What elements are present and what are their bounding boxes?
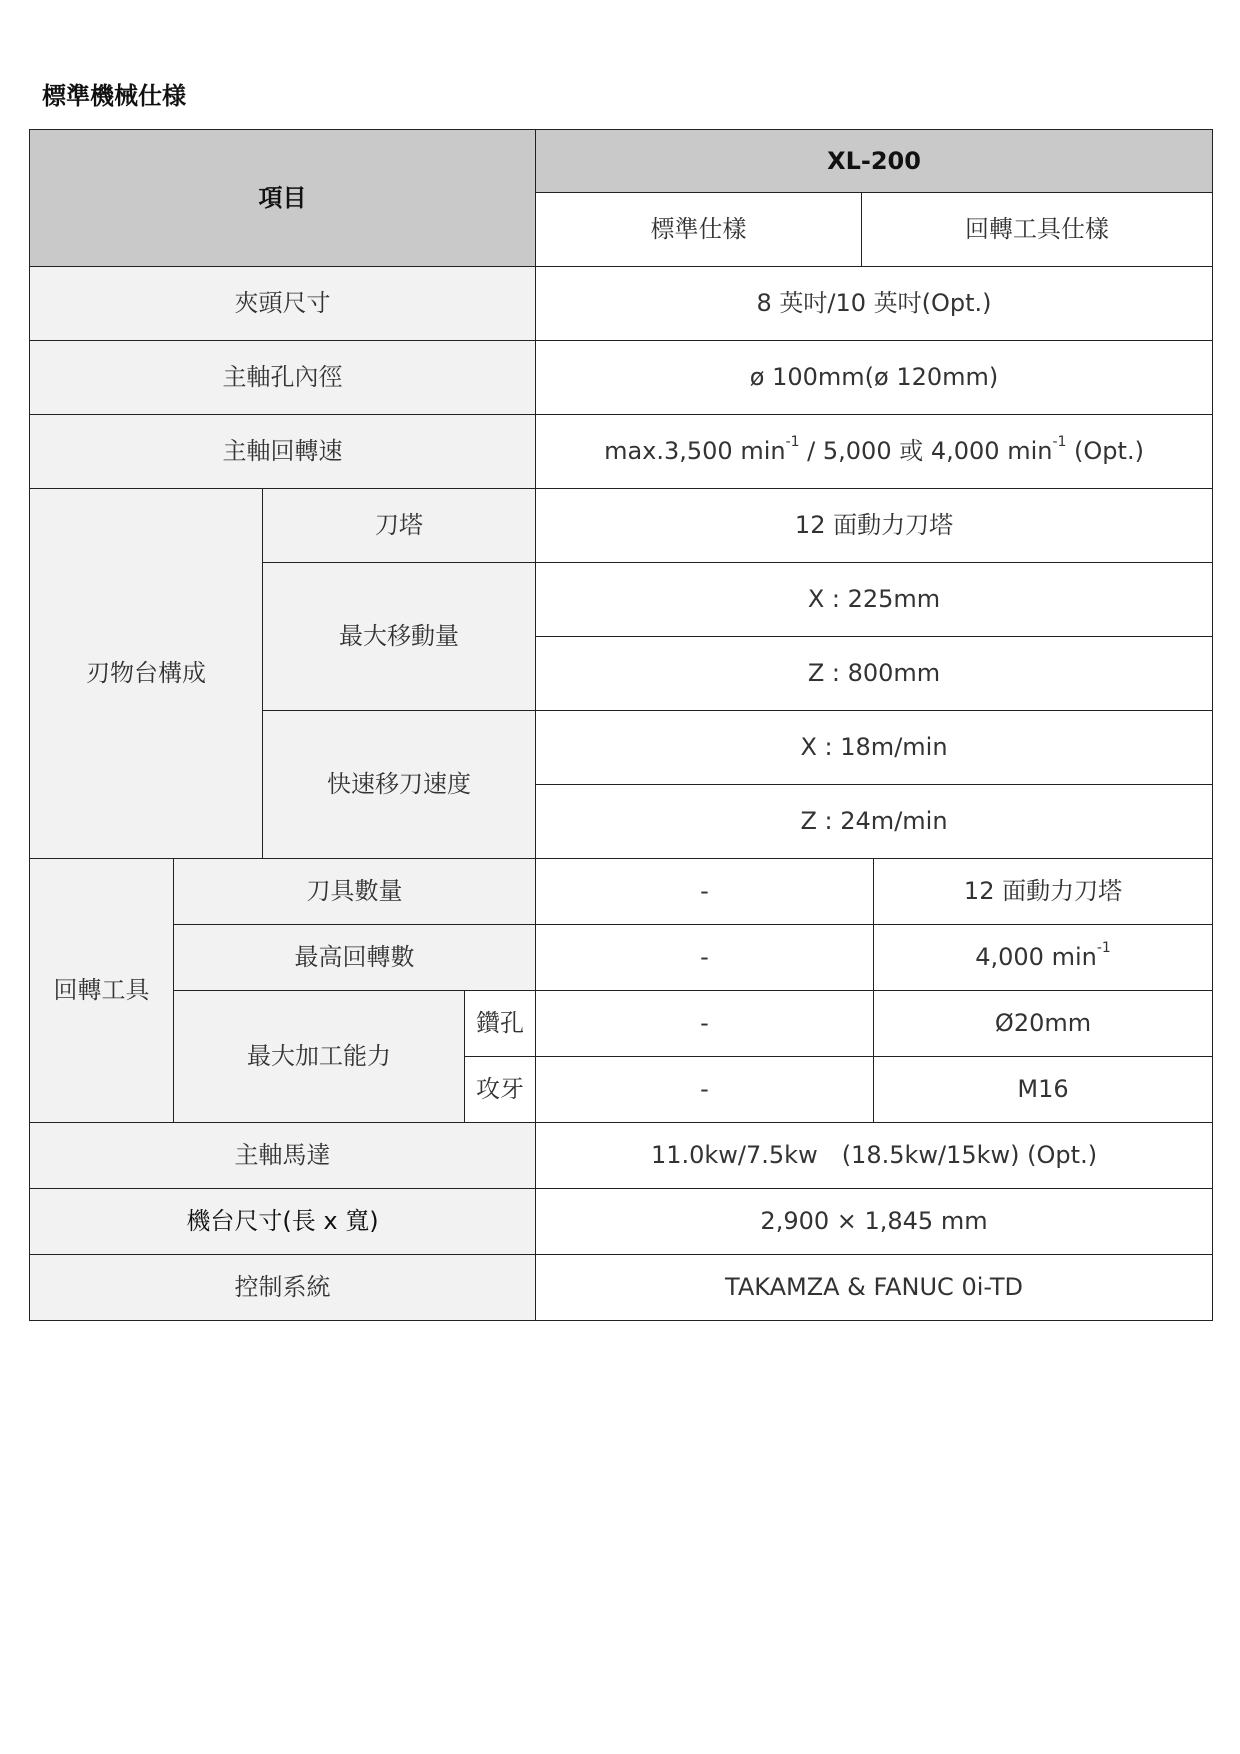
spindle-motor-label: 主軸馬達 [30, 1123, 536, 1189]
max-rotation-standard: - [536, 925, 874, 991]
rapid-traverse-z: Z : 24m/min [536, 785, 1213, 859]
max-capacity-label: 最大加工能力 [174, 991, 465, 1123]
drilling-label: 鑽孔 [465, 991, 536, 1057]
header-rotary-tool-spec: 回轉工具仕樣 [862, 193, 1213, 267]
turret-label: 刀塔 [263, 489, 536, 563]
drilling-standard: - [536, 991, 874, 1057]
control-system-label: 控制系統 [30, 1255, 536, 1321]
tapping-label: 攻牙 [465, 1057, 536, 1123]
chuck-size-label: 夾頭尺寸 [30, 267, 536, 341]
rapid-traverse-x: X : 18m/min [536, 711, 1213, 785]
page-title: 標準機械仕様 [42, 82, 186, 110]
max-rotation-rotary [874, 925, 1213, 991]
machine-dimensions-label: 機台尺寸(長 x 寬) [30, 1189, 536, 1255]
spindle-speed-part-c: (Opt.) [1066, 437, 1144, 466]
machine-dimensions-value: 2,900 × 1,845 mm [536, 1189, 1213, 1255]
spec-table [29, 129, 1213, 1321]
spindle-speed-value [536, 415, 1213, 489]
max-rotation-sup: -1 [1096, 940, 1111, 957]
tool-post-label: 刃物台構成 [30, 489, 263, 859]
turret-value: 12 面動力刀塔 [536, 489, 1213, 563]
spindle-bore-label: 主軸孔內徑 [30, 341, 536, 415]
max-travel-label: 最大移動量 [263, 563, 536, 711]
tool-count-rotary: 12 面動力刀塔 [874, 859, 1213, 925]
drilling-rotary: Ø20mm [874, 991, 1213, 1057]
rotary-tool-label: 回轉工具 [30, 859, 174, 1123]
spindle-speed-sup-b: -1 [1052, 434, 1067, 451]
header-model-cell: XL-200 [536, 130, 1213, 193]
spindle-motor-value: 11.0kw/7.5kw (18.5kw/15kw) (Opt.) [536, 1123, 1213, 1189]
chuck-size-value: 8 英吋/10 英吋(Opt.) [536, 267, 1213, 341]
header-item-cell: 項目 [30, 130, 536, 267]
control-system-value: TAKAMZA & FANUC 0i-TD [536, 1255, 1213, 1321]
tool-count-standard: - [536, 859, 874, 925]
spindle-speed-part-b: / 5,000 或 4,000 min [799, 437, 1053, 466]
max-travel-z: Z : 800mm [536, 637, 1213, 711]
spindle-bore-value: ø 100mm(ø 120mm) [536, 341, 1213, 415]
rapid-traverse-label: 快速移刀速度 [263, 711, 536, 859]
tapping-rotary: M16 [874, 1057, 1213, 1123]
spindle-speed-sup-a: -1 [785, 434, 800, 451]
max-rotation-label: 最高回轉數 [174, 925, 536, 991]
spindle-speed-label: 主軸回轉速 [30, 415, 536, 489]
tool-count-label: 刀具數量 [174, 859, 536, 925]
max-travel-x: X : 225mm [536, 563, 1213, 637]
tapping-standard: - [536, 1057, 874, 1123]
header-standard-spec: 標準仕樣 [536, 193, 862, 267]
max-rotation-value: 4,000 min [975, 943, 1097, 972]
spindle-speed-part-a: max.3,500 min [604, 437, 786, 466]
